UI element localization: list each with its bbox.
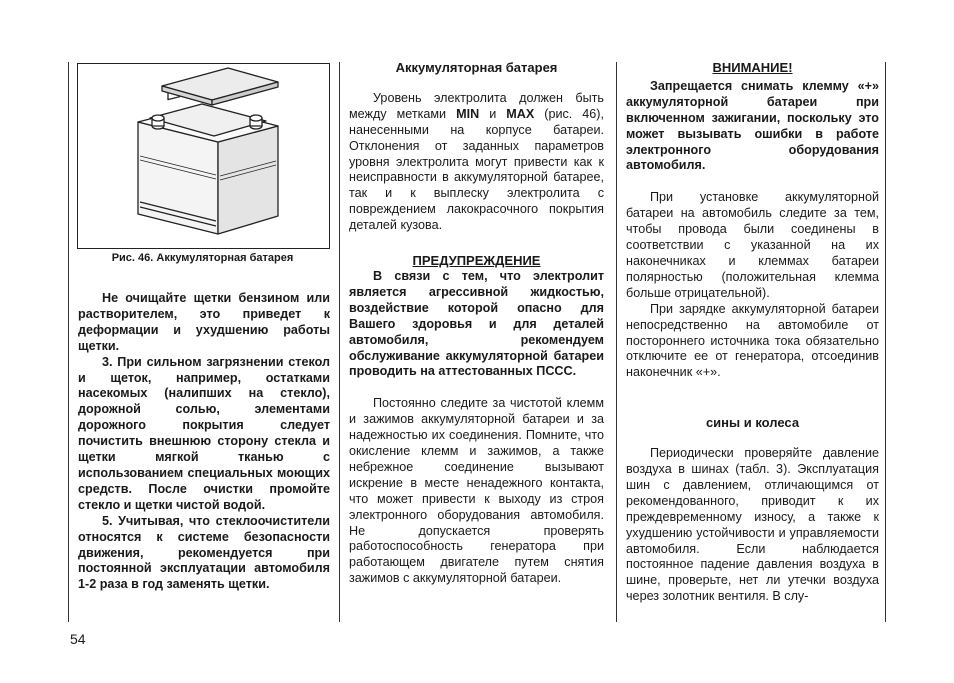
column-2: [349, 60, 604, 587]
column-3: [626, 60, 879, 605]
warning-title: ПРЕДУПРЕЖДЕНИЕ: [412, 253, 541, 269]
battery-illustration: [78, 64, 329, 248]
battery-figure: [77, 63, 330, 249]
and-text: и: [479, 106, 507, 121]
brush-replacement-paragraph: 5. Учитывая, что стеклоочистители относятся к системе безопасности движения, рекомендуется при постоянной эксплуатации автомобиля 1-2 раза в год заменять щетки.: [78, 513, 330, 592]
electrolyte-text-a: Уровень электролита должен быть между метками: [349, 90, 604, 121]
page-number: 54: [70, 631, 86, 647]
brush-cleaning-paragraph: Не очищайте щетки бензином или растворителем, это приведет к деформации и ухудшению работы щетки.: [78, 291, 330, 353]
column-rule-middle-2: [616, 62, 617, 622]
electrolyte-level-paragraph: [349, 91, 604, 234]
tires-section-title: сины и колеса: [705, 415, 800, 431]
glass-cleaning-paragraph: 3. При сильном загрязнении стекол и щеток, например, остатками насекомых (налипших на стекло), дорожной солью, элементами дорожного покрытия следует почистить внешнюю сторону стекла и щетки мягкой тканью с использованием специальных моющих средств. После очистки промойте стекло и щетки чистой водой.: [78, 354, 330, 512]
attention-title: ВНИМАНИЕ!: [712, 60, 793, 75]
attention-text: Запрещается снимать клемму «+» аккумуляторной батареи при включенном зажигании, поскольку это может вызывать ошибки в работе электронного оборудования автомобиля.: [626, 78, 879, 173]
column-rule-middle-1: [339, 62, 340, 622]
charging-paragraph: При зарядке аккумуляторной батареи непосредственно на автомобиле от постороннего источника тока обязательно отключите ее от генератора, отсоединив наконечник «+».: [626, 301, 879, 380]
installation-paragraph: При установке аккумуляторной батареи на автомобиль следите за тем, чтобы провода были соединены в соответствии с указанной на их наконечниках и клеммах батареи полярностью (положительная клемма больше отрицательной).: [626, 190, 879, 300]
warning-text: В связи с тем, что электролит является агрессивной жидкостью, воздействие которой опасно для Вашего здоровья и для деталей автомобиля, рекомендуем обслуживание аккумуляторной батареи проводить на аттестованных ПССС.: [349, 268, 604, 379]
battery-section-title: Аккумуляторная батарея: [395, 60, 558, 75]
figure-caption: Рис. 46. Аккумуляторная батарея: [111, 252, 294, 264]
column-rule-right: [885, 62, 886, 622]
max-mark: MAX: [506, 106, 535, 121]
tire-pressure-paragraph: Периодически проверяйте давление воздуха в шинах (табл. 3). Эксплуатация шин с давлением, отличающимся от рекомендованного, приводит к их преждевременному износу, а также к ухудшению устойчивости и управляемости автомобиля. Если наблюдается постоянное падение давления воздуха в шине, проверьте, нет ли утечки воздуха через золотник вентиля. В слу-: [626, 446, 879, 604]
terminals-paragraph: Постоянно следите за чистотой клемм и зажимов аккумуляторной батареи и за надежностью их соединения. Помните, что окисление клемм и зажимов, а также небрежное соединение вызывают искрение в месте ненадежного контакта, что может привести к выходу из строя электронного оборудования автомобиля. Не допускается проверять работоспособность генератора при работающем двигателе путем снятия зажимов с аккумуляторной батареи.: [349, 396, 604, 586]
electrolyte-text-b: (рис. 46), нанесенными на корпусе батареи. Отклонения от заданных параметров уровня электролита могут привести как к неисправности в аккумуляторной батарее, так и к выплеску электролита с повреждением лакокрасочного покрытия деталей кузова.: [349, 106, 604, 233]
column-rule-left: [68, 62, 69, 622]
min-mark: MIN: [456, 106, 480, 121]
column-1: [78, 291, 330, 593]
